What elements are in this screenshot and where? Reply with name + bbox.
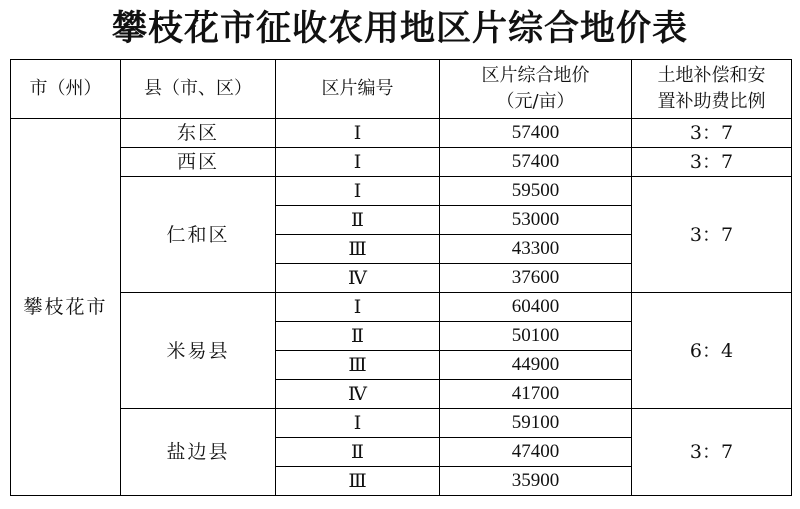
county-cell: 西区 bbox=[121, 148, 276, 177]
header-ratio-line2: 置补助费比例 bbox=[657, 91, 766, 112]
compensation-ratio-cell: 6：4 bbox=[632, 293, 792, 409]
zone-number-cell: Ⅳ bbox=[276, 264, 440, 293]
zone-price-cell: 43300 bbox=[440, 235, 632, 264]
zone-price-cell: 35900 bbox=[440, 467, 632, 496]
zone-price-cell: 59500 bbox=[440, 177, 632, 206]
zone-price-cell: 57400 bbox=[440, 119, 632, 148]
city-cell: 攀枝花市 bbox=[11, 119, 121, 496]
zone-number-cell: Ⅰ bbox=[276, 293, 440, 322]
zone-number-cell: Ⅰ bbox=[276, 148, 440, 177]
zone-number-cell: Ⅰ bbox=[276, 177, 440, 206]
compensation-ratio-cell: 3：7 bbox=[632, 177, 792, 293]
zone-price-cell: 60400 bbox=[440, 293, 632, 322]
table-row bbox=[11, 119, 792, 148]
compensation-ratio-cell: 3：7 bbox=[632, 409, 792, 496]
county-cell: 米易县 bbox=[121, 293, 276, 409]
zone-price-cell: 37600 bbox=[440, 264, 632, 293]
compensation-ratio-cell: 3：7 bbox=[632, 148, 792, 177]
page-title: 攀枝花市征收农用地区片综合地价表 bbox=[111, 9, 688, 49]
zone-price-cell: 53000 bbox=[440, 206, 632, 235]
table-body bbox=[11, 119, 792, 496]
county-cell: 仁和区 bbox=[121, 177, 276, 293]
header-county: 县（市、区） bbox=[121, 60, 276, 119]
zone-number-cell: Ⅱ bbox=[276, 206, 440, 235]
compensation-ratio-cell: 3：7 bbox=[632, 119, 792, 148]
header-price bbox=[440, 60, 632, 119]
zone-price-cell: 50100 bbox=[440, 322, 632, 351]
zone-price-cell: 59100 bbox=[440, 409, 632, 438]
county-cell: 盐边县 bbox=[121, 409, 276, 496]
zone-number-cell: Ⅳ bbox=[276, 380, 440, 409]
zone-number-cell: Ⅲ bbox=[276, 351, 440, 380]
header-price-line2: （元/亩） bbox=[496, 91, 575, 112]
zone-number-cell: Ⅰ bbox=[276, 409, 440, 438]
land-price-table bbox=[10, 59, 792, 496]
zone-number-cell: Ⅱ bbox=[276, 438, 440, 467]
zone-number-cell: Ⅲ bbox=[276, 235, 440, 264]
table-row bbox=[11, 409, 792, 438]
header-zone-no: 区片编号 bbox=[276, 60, 440, 119]
table-row bbox=[11, 293, 792, 322]
table-row bbox=[11, 177, 792, 206]
zone-number-cell: Ⅱ bbox=[276, 322, 440, 351]
table-row bbox=[11, 148, 792, 177]
header-price-line1: 区片综合地价 bbox=[481, 65, 590, 86]
header-ratio bbox=[632, 60, 792, 119]
zone-price-cell: 47400 bbox=[440, 438, 632, 467]
table-header-row bbox=[11, 60, 792, 119]
header-ratio-line1: 土地补偿和安 bbox=[657, 65, 766, 86]
zone-price-cell: 41700 bbox=[440, 380, 632, 409]
header-city: 市（州） bbox=[11, 60, 121, 119]
county-cell: 东区 bbox=[121, 119, 276, 148]
zone-price-cell: 57400 bbox=[440, 148, 632, 177]
zone-number-cell: Ⅲ bbox=[276, 467, 440, 496]
zone-price-cell: 44900 bbox=[440, 351, 632, 380]
zone-number-cell: Ⅰ bbox=[276, 119, 440, 148]
